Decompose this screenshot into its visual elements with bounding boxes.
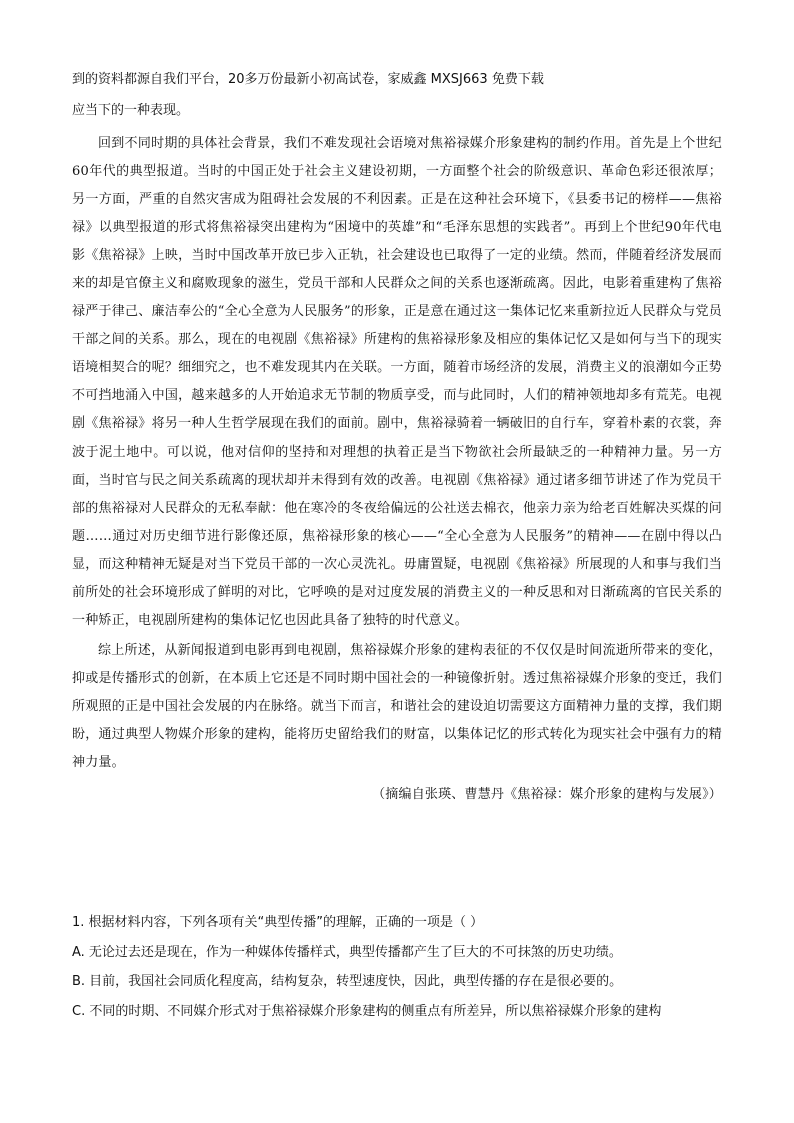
article-body <box>72 130 722 807</box>
option-c: C. 不同的时期、不同媒介形式对于焦裕禄媒介形象建构的侧重点有所差异，所以焦裕禄媒介形象的建构 <box>72 1003 662 1019</box>
question-block <box>72 908 722 1026</box>
source-citation: （摘编自张瑛、曹慧丹《焦裕禄：媒介形象的建构与发展》） <box>372 787 722 803</box>
article-paragraph: 回到不同时期的具体社会背景，我们不难发现社会语境对焦裕禄媒介形象建构的制约作用。首先是上个世纪60年代的典型报道。当时的中国正处于社会主义建设初期，一方面整个社会的阶级意识、革命色彩还很浓厚；另一方面，严重的自然灾害成为阻碍社会发展的不利因素。正是在这种社会环境下，《县委书记的榜样——焦裕禄》以典型报道的形式将焦裕禄突出建构为“困境中的英雄”和“毛泽东思想的实践者”。再到上个世纪90年代电影《焦裕禄》上映，当时中国改革开放已步入正轨，社会建设也已取得了一定的业绩。然而，伴随着经济发展而来的却是官僚主义和腐败现象的滋生，党员干部和人民群众之间的关系也逐渐疏离。因此，电影着重建构了焦裕禄严于律己、廉洁奉公的“全心全意为人民服务”的形象，正是意在通过这一集体记忆来重新拉近人民群众与党员干部之间的关系。那么，现在的电视剧《焦裕禄》所建构的焦裕禄形象及相应的集体记忆又是如何与当下的现实语境相契合的呢？细细究之，也不难发现其内在关联。一方面，随着市场经济的发展，消费主义的浪潮如今正势不可挡地涌入中国，越来越多的人开始追求无节制的物质享受，而与此同时，人们的精神领地却多有荒芜。电视剧《焦裕禄》将另一种人生哲学展现在我们的面前。剧中，焦裕禄骑着一辆破旧的自行车，穿着朴素的衣裳，奔波于泥土地中。可以说，他对信仰的坚持和对理想的执着正是当下物欲社会所最缺乏的一种精神力量。另一方面，当时官与民之间关系疏离的现状却并未得到有效的改善。电视剧《焦裕禄》通过诸多细节讲述了作为党员干部的焦裕禄对人民群众的无私奉献：他在寒冷的冬夜给偏远的公社送去棉衣，他亲力亲为给老百姓解决买煤的问题……通过对历史细节进行影像还原，焦裕禄形象的核心——“全心全意为人民服务”的精神——在剧中得以凸显，而这种精神无疑是对当下党员干部的一次心灵洗礼。毋庸置疑，电视剧《焦裕禄》所展现的人和事与我们当前所处的社会环境形成了鲜明的对比，它呼唤的是对过度发展的消费主义的一种反思和对日渐疏离的官民关系的一种矫正，电视剧所建构的集体记忆也因此具备了独特的时代意义。 <box>72 136 722 628</box>
option-a: A. 无论过去还是现在，作为一种媒体传播样式，典型传播都产生了巨大的不可抹煞的历史功绩。 <box>72 944 622 960</box>
continuation-line: 应当下的一种表现。 <box>72 103 190 118</box>
header-watermark-line: 到的资料都源自我们平台，20多万份最新小初高试卷，家威鑫 MXSJ663 免费下载 <box>72 72 544 87</box>
option-b: B. 目前，我国社会同质化程度高，结构复杂，转型速度快，因此，典型传播的存在是很必要的。 <box>72 974 623 989</box>
article-paragraph: 综上所述，从新闻报道到电影再到电视剧，焦裕禄媒介形象的建构表征的不仅仅是时间流逝所带来的变化，抑或是传播形式的创新，在本质上它还是不同时期中国社会的一种镜像折射。透过焦裕禄媒介形象的变迁，我们所观照的正是中国社会发展的内在脉络。就当下而言，和谐社会的建设迫切需要这方面精神力量的支撑，我们期盼，通过典型人物媒介形象的建构，能将历史留给我们的财富，以集体记忆的形式转化为现实社会中强有力的精神力量。 <box>72 642 722 771</box>
question-stem: 1. 根据材料内容，下列各项有关“典型传播”的理解，正确的一项是（ ） <box>72 915 484 930</box>
